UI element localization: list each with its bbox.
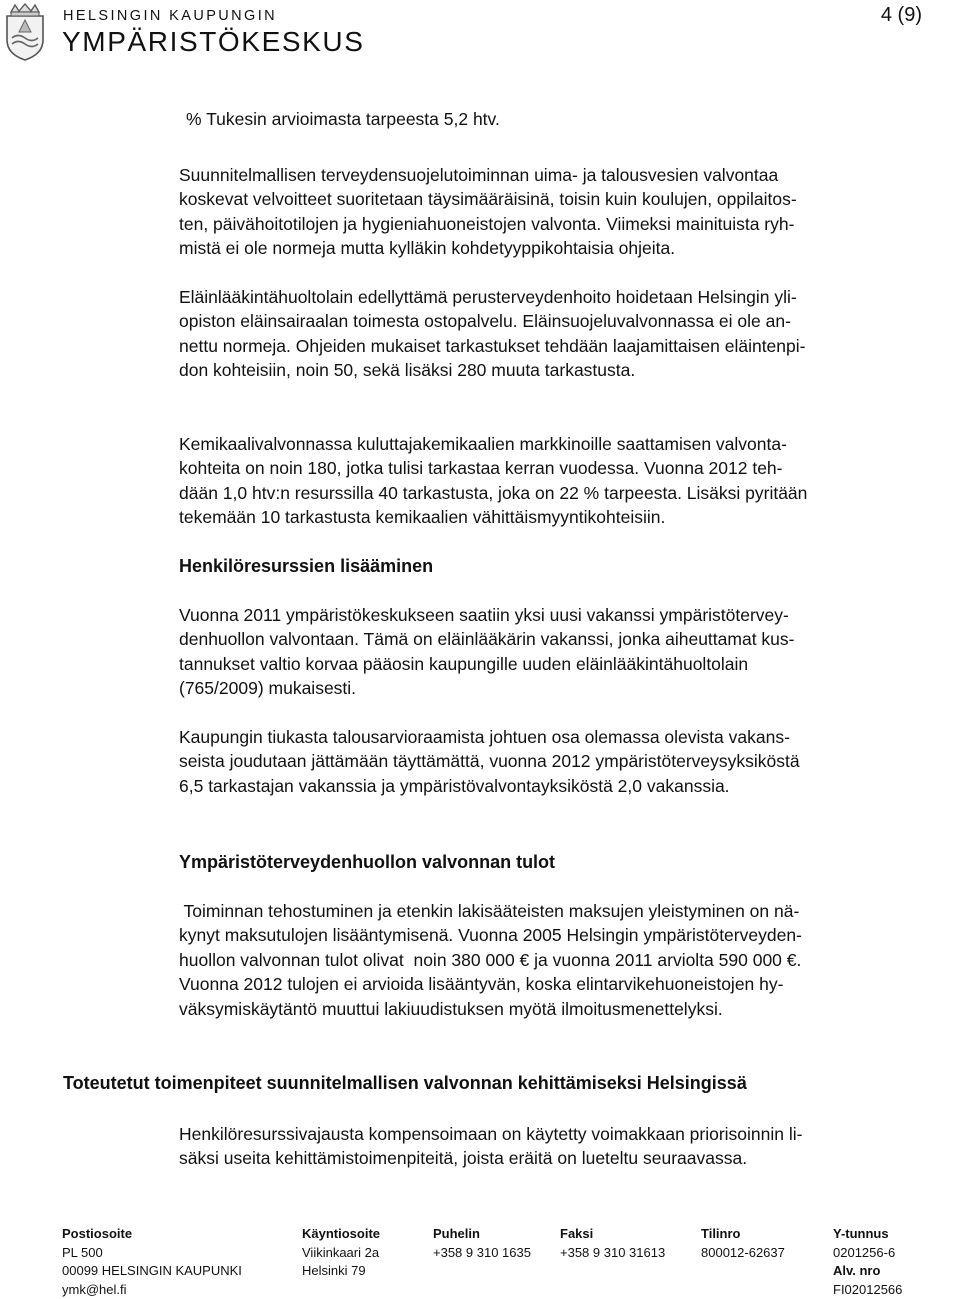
text-line: dään 1,0 htv:n resurssilla 40 tarkastusta, joka on 22 % tarpeesta. Lisäksi pyritään	[179, 482, 808, 503]
footer-visiting-address	[302, 1225, 380, 1281]
footer-label: Puhelin	[433, 1226, 480, 1241]
text-line: Vuonna 2011 ympäristökeskukseen saatiin yksi uusi vakanssi ympäristötervey-	[179, 605, 789, 625]
text-line: Kemikaalivalvonnassa kuluttajakemikaalien markkinoille saattamisen valvonta-	[179, 434, 787, 454]
footer-account	[701, 1225, 785, 1262]
text-line: opiston eläinsairaalan toimesta ostopalvelu. Eläinsuojeluvalvonnassa ei ole an-	[179, 311, 791, 332]
text-line: seista joudutaan jättämään täyttämättä, vuonna 2012 ympäristöterveysyksiköstä	[179, 751, 800, 772]
text-line: nettu normeja. Ohjeiden mukaiset tarkastukset tehdään laajamittaisen eläintenpi-	[179, 335, 806, 356]
footer-fax	[560, 1225, 665, 1262]
helsinki-crest-icon	[3, 2, 47, 62]
footer-postal-address	[62, 1225, 242, 1299]
footer-value: PL 500	[62, 1244, 103, 1260]
text-line: tekemään 10 tarkastusta kemikaalien vähittäismyyntikohteisiin.	[179, 507, 666, 528]
text-line: väksymiskäytäntö muuttui lakiuudistuksen myötä ilmoitusmenettelyksi.	[179, 998, 723, 1019]
section-heading-measures: Toteutetut toimenpiteet suunnitelmallisen valvonnan kehittämiseksi Helsingissä	[63, 1073, 747, 1093]
section-heading-personnel: Henkilöresurssien lisääminen	[179, 556, 434, 576]
paragraph-income	[179, 899, 945, 1021]
paragraph-tukes	[186, 107, 952, 131]
text-line: Suunnitelmallisen terveydensuojelutoiminnan uima- ja talousvesien valvontaa	[179, 165, 779, 185]
text-line: kohteita on noin 180, jotka tulisi tarkastaa kerran vuodessa. Vuonna 2012 teh-	[179, 458, 783, 479]
text-line: ten, päivähoitotilojen ja hygieniahuoneistojen valvonta. Viimeksi mainituista ryh-	[179, 213, 795, 234]
text-line: mistä ei ole normeja mutta kylläkin kohdetyyppikohtaisia ohjeita.	[179, 238, 676, 259]
footer-label: Käyntiosoite	[302, 1226, 381, 1241]
footer-label: Faksi	[560, 1226, 594, 1241]
text-line: don kohteisiin, noin 50, sekä lisäksi 280 muuta tarkastusta.	[179, 360, 636, 381]
footer-value: +358 9 310 1635	[433, 1244, 531, 1260]
paragraph-veterinary	[179, 285, 945, 383]
paragraph-budget	[179, 725, 945, 798]
footer-value: 0201256-6	[833, 1244, 896, 1260]
text-line: Vuonna 2012 tulojen ei arvioida lisääntyvän, koska elintarvikehuoneistojen hy-	[179, 974, 784, 995]
org-name: HELSINGIN KAUPUNGIN	[63, 8, 277, 24]
footer-label: Alv. nro	[833, 1263, 881, 1279]
paragraph-chemicals	[179, 432, 945, 530]
page-footer	[62, 1225, 942, 1295]
page-number: 4 (9)	[880, 4, 922, 26]
text-line: Henkilöresurssivajausta kompensoimaan on käytetty voimakkaan priorisoinnin li-	[179, 1124, 803, 1144]
department-name: YMPÄRISTÖKESKUS	[62, 26, 365, 57]
footer-value: +358 9 310 31613	[560, 1244, 666, 1260]
text-line: 6,5 tarkastajan vakanssia ja ympäristövalvontayksiköstä 2,0 vakanssia.	[179, 775, 730, 796]
footer-value: Helsinki 79	[302, 1263, 366, 1279]
text-line: koskevat velvoitteet suoritetaan täysimääräisinä, toisin kuin koulujen, oppilaitos-	[179, 189, 797, 210]
footer-phone	[433, 1225, 531, 1262]
text-line: (765/2009) mukaisesti.	[179, 678, 357, 699]
paragraph-measures	[179, 1122, 945, 1171]
text-line: % Tukesin arvioimasta tarpeesta 5,2 htv.	[186, 109, 500, 129]
footer-email: ymk@hel.fi	[62, 1281, 127, 1297]
text-line: denhuollon valvontaan. Tämä on eläinlääkärin vakanssi, jonka aiheuttamat kus-	[179, 629, 795, 650]
text-line: huollon valvonnan tulot olivat noin 380 000 € ja vuonna 2011 arviolta 590 000 €.	[179, 949, 802, 970]
footer-value: 800012-62637	[701, 1244, 785, 1260]
text-line: Eläinlääkintähuoltolain edellyttämä perusterveydenhoito hoidetaan Helsingin yli-	[179, 287, 797, 307]
text-line: kynyt maksutulojen lisääntymisenä. Vuonna 2005 Helsingin ympäristöterveyden-	[179, 925, 802, 946]
footer-label: Tilinro	[701, 1226, 741, 1241]
text-line: säksi useita kehittämistoimenpiteitä, joista eräitä on lueteltu seuraavassa.	[179, 1148, 748, 1169]
text-line: Kaupungin tiukasta talousarvioraamista johtuen osa olemassa olevista vakans-	[179, 727, 790, 747]
section-heading-income: Ympäristöterveydenhuollon valvonnan tulot	[179, 852, 556, 872]
text-line: Toiminnan tehostuminen ja etenkin lakisääteisten maksujen yleistyminen on nä-	[179, 901, 800, 921]
footer-value: Viikinkaari 2a	[302, 1244, 380, 1260]
paragraph-water-supervision	[179, 163, 945, 261]
footer-business-id	[833, 1225, 902, 1299]
footer-label: Y-tunnus	[833, 1226, 889, 1241]
footer-value: FI02012566	[833, 1281, 903, 1297]
text-line: tannukset valtio korvaa pääosin kaupungille uuden eläinlääkintähuoltolain	[179, 653, 749, 674]
paragraph-new-vacancy	[179, 603, 945, 701]
footer-value: 00099 HELSINGIN KAUPUNKI	[62, 1263, 242, 1279]
footer-label: Postiosoite	[62, 1226, 133, 1241]
